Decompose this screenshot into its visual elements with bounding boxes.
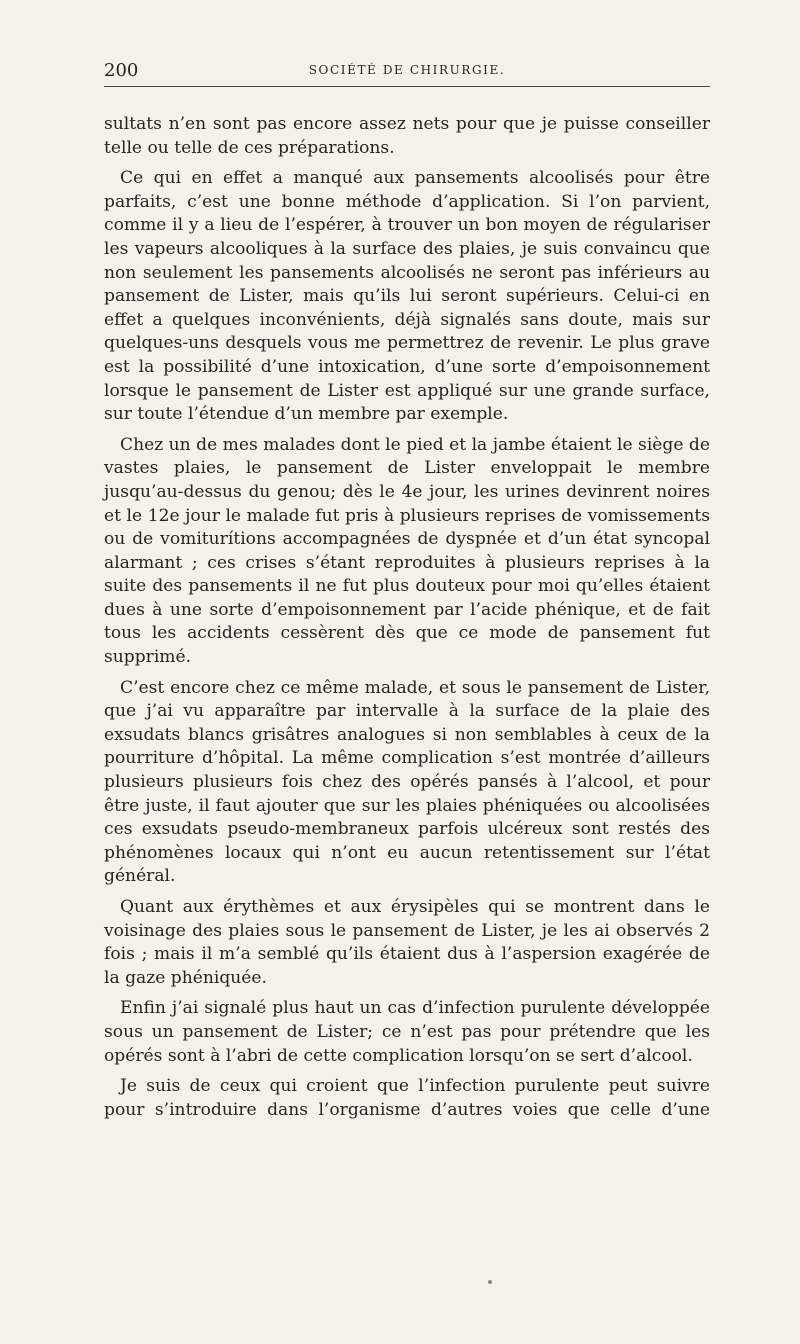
page-number: 200	[104, 60, 139, 81]
running-head: SOCIÉTÉ DE CHIRURGIE.	[308, 63, 506, 77]
body-text	[104, 113, 710, 1122]
paragraph: Enfin j’ai signalé plus haut un cas d’infection purulente développée sous un pansement de Lister; ce n’est pas pour prétendre que les opérés sont à l’abri de cette complication lorsqu’on se sert d’alcool.	[104, 998, 710, 1066]
book-page	[104, 56, 710, 1122]
paragraph-continuation: sultats n’en sont pas encore assez nets pour que je puisse conseiller telle ou telle de ces préparations.	[104, 114, 710, 158]
paragraph: Chez un de mes malades dont le pied et la jambe étaient le siège de vastes plaies, le pansement de Lister enveloppait le membre jusqu’au-dessus du genou; dès le 4e jour, les urines devinrent noires et le 12e jour le malade fut pris à plusieurs reprises de vomissements ou de vomiturítions accompagnées de dyspnée et d’un état syncopal alarmant ; ces crises s’étant reproduites à plusieurs reprises à la suite des pansements il ne fut plus douteux pour moi qu’elles étaient dues à une sorte d’empoisonnement par l’acide phénique, et de fait tous les accidents cessèrent dès que ce mode de pansement fut supprimé.	[104, 434, 710, 668]
paragraph: C’est encore chez ce même malade, et sous le pansement de Lister, que j’ai vu apparaître par intervalle à la surface de la plaie des exsudats blancs grisâtres analogues si non semblables à ceux de la pourriture d’hôpital. La même complication s’est montrée d’ailleurs plusieurs plusieurs fois chez des opérés pansés à l’alcool, et pour être juste, il faut ajouter que sur les plaies phéniquées ou alcoolisées ces exsudats pseudo-membraneux parfois ulcéreux sont restés des phénomènes locaux qui n’ont eu aucun retentissement sur l’état général.	[104, 677, 710, 887]
paragraph: Quant aux érythèmes et aux érysipèles qui se montrent dans le voisinage des plaies sous le pansement de Lister, je les ai observés 2 fois ; mais il m’a semblé qu’ils étaient dus à l’aspersion exagérée de la gaze phéniquée.	[104, 897, 710, 988]
print-speck-decoration	[488, 1280, 492, 1284]
paragraph: Ce qui en effet a manqué aux pansements alcoolisés pour être parfaits, c’est une bonne méthode d’application. Si l’on parvient, comme il y a lieu de l’espérer, à trouver un bon moyen de régulariser les vapeurs alcooliques à la surface des plaies, je suis convaincu que non seulement les pansements alcoolisés ne seront pas inférieurs au pansement de Lister, mais qu’ils lui seront supérieurs. Celui-ci en effet a quelques inconvénients, déjà signalés sans doute, mais sur quelques-uns desquels vous me permettrez de revenir. Le plus grave est la possibilité d’une intoxication, d’une sorte d’empoisonnement lorsque le pansement de Lister est appliqué sur une grande surface, sur toute l’étendue d’un membre par exemple.	[104, 168, 710, 425]
page-header	[104, 56, 710, 87]
paragraph-truncated: Je suis de ceux qui croient que l’infection purulente peut suivre pour s’introduire dans l’organisme d’autres voies que celle d’une	[104, 1076, 710, 1120]
